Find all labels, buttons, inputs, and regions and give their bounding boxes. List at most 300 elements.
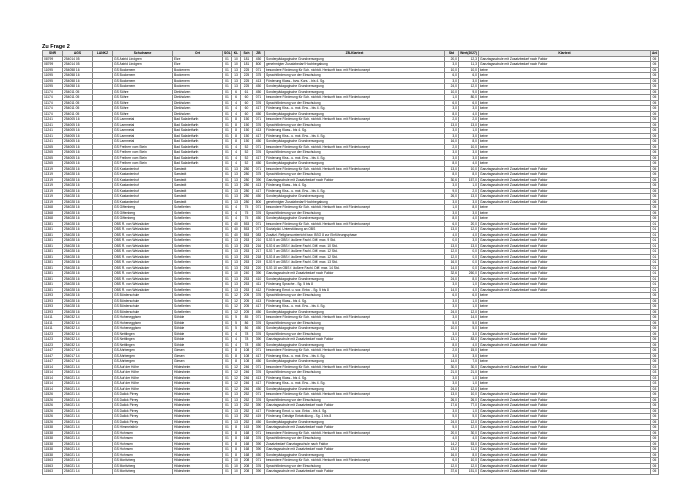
table-cell: GS Bockenem (113, 84, 173, 90)
table-cell: 4 (232, 144, 241, 150)
table-cell: 225 (241, 67, 253, 73)
table-cell: 2,0 (445, 144, 459, 150)
table-cell: 8 (232, 133, 241, 139)
table-cell: Ganztagsschule mit Zusatzbedarf nach Faktor (479, 227, 651, 233)
table-cell: GS Freiherr vom Stein (113, 144, 173, 150)
table-cell: 21,0 (459, 370, 479, 376)
table-cell: 24,0 (445, 309, 459, 315)
table-cell: Sonderpädagogische Grundversorgung (265, 194, 445, 200)
table-cell: Sarstedt (173, 172, 223, 178)
table-cell: 411 (253, 282, 265, 288)
table-cell: 6,0 (445, 221, 459, 227)
table-cell: 13 (232, 276, 241, 282)
table-cell: 12,0 (459, 419, 479, 425)
table-cell: Giesen (173, 353, 223, 359)
table-cell: besondere Förderung für Sch. nichtdt. Herkunft bzw. mit Förderkonzept (265, 117, 445, 123)
table-cell: 5,0 (459, 320, 479, 326)
table-cell: Schellerten (173, 205, 223, 211)
table-cell: 254028 16 (63, 243, 93, 249)
table-cell: 800 (253, 62, 265, 68)
table-cell: Ganztagsschule mit Zusatzbedarf nach Faktor (479, 172, 651, 178)
table-cell: 417 (253, 133, 265, 139)
table-cell: 254028 16 (63, 199, 93, 205)
table-cell: 6 (232, 95, 241, 101)
table-cell: 11381 (43, 232, 63, 238)
table-cell: 53,0 (459, 441, 479, 447)
table-cell: Ganztagsschule mit Zusatzbedarf nach Faktor (479, 452, 651, 458)
table-cell: 280 (241, 172, 253, 178)
table-cell: Ganztagsschule mit Zusatzbedarf nach Faktor (479, 287, 651, 293)
table-cell: 13,0 (445, 392, 459, 398)
table-cell: GS Giftenberg (113, 205, 173, 211)
table-cell: 254005 16 (63, 117, 93, 123)
table-cell: 01 (651, 282, 659, 288)
table-cell: 252 (241, 403, 253, 409)
table-cell: 01 (223, 425, 232, 431)
data-table (42, 50, 659, 475)
table-cell: 01 (223, 210, 232, 216)
table-cell: 253 (241, 243, 253, 249)
table-cell: OBS R. von Weizsäcker (113, 243, 173, 249)
table-cell: 3,0 (445, 331, 459, 337)
table-cell: 390 (253, 403, 265, 409)
table-cell: 11526 (43, 408, 63, 414)
table-cell: Schellerten (173, 309, 223, 315)
table-cell: 0,0 (459, 260, 479, 266)
table-cell: 254005 16 (63, 139, 93, 145)
table-cell: 254017 14 (63, 348, 93, 354)
table-cell: GS Bockenem (113, 78, 173, 84)
table-cell: 11,3 (459, 62, 479, 68)
table-cell: Schellerten (173, 282, 223, 288)
table-cell: 7,0 (459, 359, 479, 365)
table-cell: Förderung Klss.- u. mot. Erw. - bis 4. Sg. (265, 304, 445, 310)
table-cell: 254028 16 (63, 172, 93, 178)
table-cell: 8 (232, 436, 241, 442)
table-cell: 254005 16 (63, 144, 93, 150)
table-cell: genehmigter Zusatzbedarf Hochbegabung (265, 199, 445, 205)
table-row (43, 469, 659, 475)
table-cell: 3,0 (459, 78, 479, 84)
table-cell: Ganztagsschule mit Zusatzbedarf nach Faktor (479, 221, 651, 227)
table-cell: 14,2 (445, 441, 459, 447)
table-cell: 01 (223, 221, 232, 227)
table-cell: 181 (241, 62, 253, 68)
table-cell: 05 (651, 419, 659, 425)
table-cell: besondere Förderung für Sch. nichtdt. Herkunft bzw. mit Förderkonzept (265, 430, 445, 436)
table-cell: 14,0 (445, 287, 459, 293)
table-cell: Söhlde (173, 315, 223, 321)
table-cell: 01 (651, 254, 659, 260)
table-cell: 254011 05 (63, 100, 93, 106)
table-cell: 246 (241, 364, 253, 370)
table-cell: 254021 14 (63, 469, 93, 475)
table-cell: 13 (232, 67, 241, 73)
table-cell: GS Dalick Pirrey (113, 419, 173, 425)
table-cell: 11319 (43, 166, 63, 172)
table-cell: 254021 14 (63, 430, 93, 436)
table-cell: 01 (223, 111, 232, 117)
table-cell: Ganztagsschule mit Zusatzbedarf nach Faktor (479, 425, 651, 431)
table-cell: keine (479, 353, 651, 359)
table-cell: 376 (253, 463, 265, 469)
table-cell: 254005 16 (63, 122, 93, 128)
table-cell: keine (479, 73, 651, 79)
table-cell: 11381 (43, 260, 63, 266)
table-cell: 252 (241, 408, 253, 414)
table-cell: 254021 14 (63, 370, 93, 376)
table-cell: 9,0 (445, 188, 459, 194)
table-cell: Ganztagsschule mit Zusatzbedarf nach Faktor (479, 430, 651, 436)
table-cell: Sprachförderung vor der Einschulung (265, 73, 445, 79)
table-cell: 254021 14 (63, 397, 93, 403)
table-cell: 05 (651, 188, 659, 194)
table-cell: 413 (253, 298, 265, 304)
table-cell: 83,0 (459, 337, 479, 343)
table-cell: Schellerten (173, 298, 223, 304)
table-cell: 11381 (43, 265, 63, 271)
table-cell: GS Söhre (113, 106, 173, 112)
table-cell: 11368 (43, 216, 63, 222)
table-cell: 6,0 (445, 293, 459, 299)
table-cell: GS Kastanienhof (113, 194, 173, 200)
table-cell: 376 (253, 397, 265, 403)
table-cell: 417 (253, 408, 265, 414)
table-cell: 254021 14 (63, 447, 93, 453)
table-cell: 8 (232, 430, 241, 436)
table-cell: 375 (253, 172, 265, 178)
table-cell: 254058 16 (63, 84, 93, 90)
table-cell: 4 (232, 210, 241, 216)
table-cell: 13 (232, 392, 241, 398)
table-cell: 417 (253, 353, 265, 359)
table-cell: 11241 (43, 128, 63, 134)
table-cell: 450 (253, 326, 265, 332)
table-cell: GS Dalick Pirrey (113, 392, 173, 398)
table-cell: 071 (253, 364, 265, 370)
table-cell: 11381 (43, 271, 63, 277)
table-cell: 05 (651, 199, 659, 205)
table-cell: 52 (241, 155, 253, 161)
table-cell: 12,0 (445, 463, 459, 469)
table-cell: 11381 (43, 254, 63, 260)
table-cell: GS Hohenegglsen (113, 326, 173, 332)
table-cell: keine (479, 216, 651, 222)
table-cell: Ganztagsschule mit Zusatzbedarf nach Faktor (479, 265, 651, 271)
table-cell: Förderung Klss.- u. mot. Erw. - bis 4. Sg. (265, 155, 445, 161)
table-cell: Schellerten (173, 304, 223, 310)
table-cell: 11526 (43, 414, 63, 420)
table-cell: Schellerten (173, 232, 223, 238)
table-cell: 13 (232, 260, 241, 266)
table-cell: 1,0 (459, 304, 479, 310)
table-cell: 11,0 (459, 447, 479, 453)
table-cell: 6,0 (459, 73, 479, 79)
table-cell: 10,0 (445, 326, 459, 332)
table-cell: besondere Förderung für Sch. nichtdt. Herkunft bzw. mit Förderkonzept (265, 95, 445, 101)
table-cell: 376 (253, 331, 265, 337)
table-cell: 01 (223, 84, 232, 90)
table-cell: 168 (241, 452, 253, 458)
table-cell: 077 (253, 227, 265, 233)
table-cell: 253 (241, 282, 253, 288)
table-cell: 254028 16 (63, 177, 93, 183)
table-cell: Ganztagsschule mit Zusatzbedarf nach Faktor (479, 447, 651, 453)
table-cell: Sonderpädagogische Grundversorgung (265, 276, 445, 282)
table-cell: 216 (253, 243, 265, 249)
table-cell: 254028 16 (63, 216, 93, 222)
table-cell: 254021 14 (63, 419, 93, 425)
table-cell: 410 (253, 276, 265, 282)
table-cell: 01 (223, 265, 232, 271)
table-cell: 205 (241, 298, 253, 304)
table-cell: 246 (241, 381, 253, 387)
table-cell: Sonderpädagogische Grundversorgung (265, 56, 445, 62)
table-cell: Schellerten (173, 216, 223, 222)
table-cell: 071 (253, 392, 265, 398)
table-cell: 01 (223, 205, 232, 211)
table-cell: Ganztagsschule mit Zusatzbedarf nach Faktor (265, 177, 445, 183)
table-cell: GS Hohnsen (113, 430, 173, 436)
table-cell: 05 (651, 353, 659, 359)
table-cell: keine (479, 381, 651, 387)
table-cell: 01 (651, 260, 659, 266)
table-cell: 05 (651, 397, 659, 403)
table-cell: 419 (253, 414, 265, 420)
table-cell: 11319 (43, 183, 63, 189)
table-cell: 11393 (43, 304, 63, 310)
column-header: Sch (241, 51, 253, 57)
table-cell: 11174 (43, 95, 63, 101)
table-cell: GS Kastanienhof (113, 188, 173, 194)
table-cell: 254021 14 (63, 436, 93, 442)
table-cell: 11319 (43, 172, 63, 178)
table-cell: 01 (223, 326, 232, 332)
table-cell: 01 (651, 232, 659, 238)
table-cell: Ganztagsschule mit Zusatzbedarf nach Faktor (265, 425, 445, 431)
table-cell: 413 (253, 183, 265, 189)
table-cell: GS Lammetal (113, 122, 173, 128)
table-cell: 05 (651, 463, 659, 469)
table-cell: 412 (253, 287, 265, 293)
table-cell: Ganztagsschule mit Zusatzbedarf nach Faktor (479, 342, 651, 348)
table-cell: 254014 05 (63, 56, 93, 62)
table-cell: GS Freiherr vom Stein (113, 150, 173, 156)
table-cell: 11174 (43, 111, 63, 117)
table-cell: 14,0 (459, 315, 479, 321)
page-title: Zu Frage 2 (42, 44, 70, 50)
table-cell: Sarstedt (173, 183, 223, 189)
table-cell: 12,0 (459, 84, 479, 90)
table-cell: 253 (241, 238, 253, 244)
table-cell: 01 (223, 469, 232, 475)
table-cell: 14,0 (445, 265, 459, 271)
table-cell: 254028 16 (63, 254, 93, 260)
table-cell: 150 (241, 128, 253, 134)
table-cell: Hildesheim (173, 403, 223, 409)
table-cell: 05 (651, 315, 659, 321)
table-cell: 254021 14 (63, 425, 93, 431)
table-cell: 0,0 (459, 249, 479, 255)
table-cell: 05 (651, 304, 659, 310)
table-cell: 2,0 (445, 348, 459, 354)
table-cell: 01 (223, 216, 232, 222)
table-cell: 208 (241, 458, 253, 464)
table-cell: 254028 16 (63, 194, 93, 200)
table-cell: 05 (651, 392, 659, 398)
table-cell: Hildesheim (173, 414, 223, 420)
table-cell: 01 (223, 348, 232, 354)
table-cell: Schellerten (173, 287, 223, 293)
table-cell: 390 (253, 177, 265, 183)
table-cell: 413 (253, 375, 265, 381)
table-cell: 01 (223, 309, 232, 315)
table-cell: 24,0 (445, 276, 459, 282)
table-cell: Giesen (173, 359, 223, 365)
table-cell: keine (479, 309, 651, 315)
table-cell: 3,0 (445, 375, 459, 381)
table-cell: GS Kastanienhof (113, 166, 173, 172)
table-cell: 5 (232, 326, 241, 332)
table-cell: 05 (651, 144, 659, 150)
table-cell: Ganztagsschule mit Zusatzbedarf nach Faktor (479, 254, 651, 260)
table-cell: Sarstedt (173, 199, 223, 205)
table-cell: Ganztagsschule mit Zusatzbedarf nach Faktor (479, 243, 651, 249)
table-cell: 12 (232, 381, 241, 387)
table-cell: Schellerten (173, 276, 223, 282)
table-cell: Ganztagsschule mit Zusatzbedarf nach Faktor (479, 414, 651, 420)
table-cell: 01 (223, 144, 232, 150)
table-cell: 11241 (43, 122, 63, 128)
table-cell: 11538 (43, 452, 63, 458)
table-cell: 40 (232, 221, 241, 227)
table-cell: 071 (253, 221, 265, 227)
table-cell: genehmigter Zusatzbedarf Hochbegabung (265, 62, 445, 68)
table-cell: Ganztagsschule mit Zusatzbedarf nach Faktor (265, 469, 445, 475)
table-cell: 4 (232, 342, 241, 348)
table-cell: 3,0 (445, 298, 459, 304)
table-cell: 01 (223, 62, 232, 68)
table-cell: 01 (223, 73, 232, 79)
table-cell: 52 (241, 150, 253, 156)
table-cell: 11447 (43, 353, 63, 359)
table-cell: 13 (232, 188, 241, 194)
table-cell: 01 (223, 414, 232, 420)
table-cell: GS Kastanienhof (113, 183, 173, 189)
table-cell: 01 (223, 139, 232, 145)
table-cell: 417 (253, 106, 265, 112)
table-cell: Sprachförderung vor der Einschulung (265, 463, 445, 469)
table-cell: 5,0 (445, 320, 459, 326)
table-cell: 5,0 (445, 414, 459, 420)
table-cell: Bad Salzdetfurth (173, 128, 223, 134)
table-cell: GS Moritzberg (113, 463, 173, 469)
table-cell: GS Ahrbergen (113, 359, 173, 365)
table-cell: 12 (232, 386, 241, 392)
table-cell: 03 (651, 364, 659, 370)
table-cell: 8,0 (445, 111, 459, 117)
table-cell: 254028 16 (63, 282, 93, 288)
table-cell: 05 (651, 133, 659, 139)
table-cell: 05 (651, 425, 659, 431)
table-cell: 4 (232, 337, 241, 343)
table-cell: OBS R. von Weizsäcker (113, 287, 173, 293)
table-cell: keine (479, 315, 651, 321)
table-cell: 280 (241, 177, 253, 183)
table-cell: 11423 (43, 337, 63, 343)
table-cell: Bad Salzdetfurth (173, 133, 223, 139)
table-cell: 13,0 (445, 166, 459, 172)
column-header: SGL (224, 51, 231, 55)
table-cell: 254021 14 (63, 375, 93, 381)
table-cell: 05 (651, 414, 659, 420)
table-cell: 05 (651, 62, 659, 68)
table-cell: 13 (232, 254, 241, 260)
table-cell: 01 (223, 260, 232, 266)
table-cell: 3,0 (459, 133, 479, 139)
table-cell: 252 (241, 414, 253, 420)
table-cell: 254021 14 (63, 414, 93, 420)
table-cell: 01 (223, 397, 232, 403)
table-cell: 01 (223, 419, 232, 425)
table-cell: 1,0 (459, 128, 479, 134)
table-cell: 254005 16 (63, 150, 93, 156)
table-cell: 417 (253, 155, 265, 161)
table-cell: keine (479, 100, 651, 106)
table-cell: 01 (223, 117, 232, 123)
table-cell: 390 (253, 441, 265, 447)
table-cell: OBS R. von Weizsäcker (113, 238, 173, 244)
table-cell: 8,0 (445, 172, 459, 178)
table-cell: Sonderpädagogische Grundversorgung (265, 309, 445, 315)
table-cell: 61 (241, 89, 253, 95)
table-cell: 11265 (43, 161, 63, 167)
table-cell: 450 (253, 359, 265, 365)
table-cell: keine (479, 210, 651, 216)
table-cell: 13 (232, 287, 241, 293)
table-cell: 05 (651, 139, 659, 145)
table-cell: Ganztagsschule mit Zusatzbedarf nach Faktor (479, 232, 651, 238)
table-cell: 450 (253, 161, 265, 167)
table-cell: keine (479, 128, 651, 134)
table-cell: keine (479, 133, 651, 139)
table-cell: 11411 (43, 326, 63, 332)
table-cell: 13,0 (459, 122, 479, 128)
table-cell: 05 (651, 342, 659, 348)
column-header: Ort (173, 51, 223, 57)
table-cell: 11393 (43, 298, 63, 304)
table-cell: 450 (253, 309, 265, 315)
table-cell: Diekholzen (173, 106, 223, 112)
table-cell: 20,0 (459, 221, 479, 227)
table-cell: keine (479, 359, 651, 365)
table-cell: 13 (232, 397, 241, 403)
table-cell: keine (479, 122, 651, 128)
table-cell: 1,0 (459, 381, 479, 387)
table-cell: GS Freiherr vom Stein (113, 161, 173, 167)
table-cell: 4,0 (459, 161, 479, 167)
table-cell: 376 (253, 150, 265, 156)
table-cell: 450 (253, 216, 265, 222)
table-cell: 30,6 (445, 177, 459, 183)
table-cell: 4,0 (445, 232, 459, 238)
table-cell: Ganztagsschule mit Zusatzbedarf nach Faktor (479, 436, 651, 442)
table-cell: Schellerten (173, 260, 223, 266)
table-cell: GS Kastanienhof (113, 172, 173, 178)
table-cell: GS Auf der Höhe (113, 370, 173, 376)
column-header: Anl (652, 51, 658, 55)
table-cell: 254058 16 (63, 67, 93, 73)
